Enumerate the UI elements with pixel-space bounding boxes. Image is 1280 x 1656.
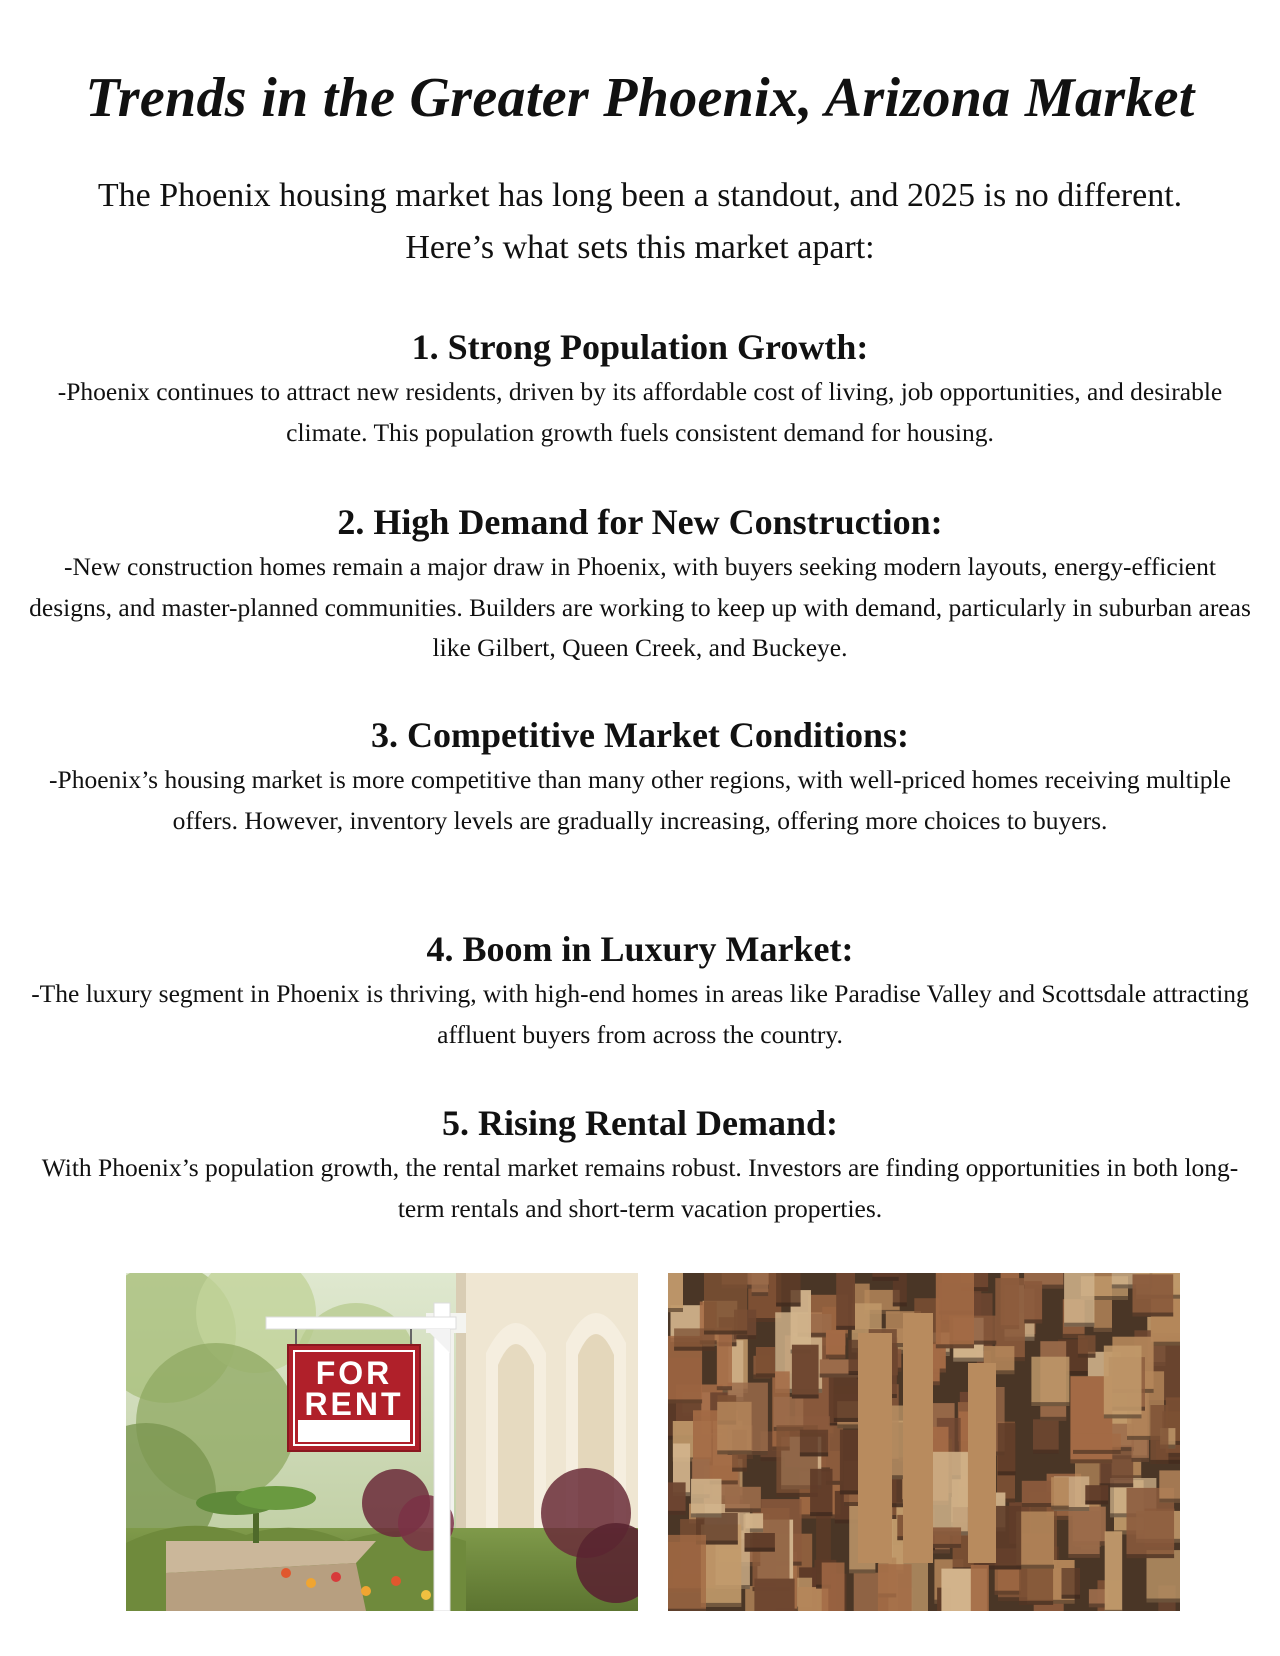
section-heading: 2. High Demand for New Construction: [337,502,943,542]
section-luxury-market [20,924,1260,1055]
section-new-construction [20,497,1260,669]
section-heading: 3. Competitive Market Conditions: [371,715,909,755]
section-body: -Phoenix’s housing market is more competitive than many other regions, with well-priced homes receiving multiple offers. However, inventory levels are gradually increasing, offering more choices to buyers. [49,765,1231,835]
sign-text-rent: RENT [304,1386,404,1422]
aerial-city-illustration [668,1273,1180,1611]
section-body: With Phoenix’s population growth, the rental market remains robust. Investors are finding opportunities in both long-term rentals and short-term vacation properties. [41,1153,1239,1223]
section-rental-demand [20,1098,1260,1229]
aerial-city-photo [668,1273,1180,1611]
section-heading: 5. Rising Rental Demand: [441,1103,839,1143]
section-competitive-market [20,710,1260,841]
section-body: -New construction homes remain a major draw in Phoenix, with buyers seeking modern layouts, energy-efficient designs, and master-planned communities. Builders are working to keep up with demand, particularly in suburban areas like Gilbert, Queen Creek, and Buckeye. [29,552,1251,662]
intro-paragraph: The Phoenix housing market has long been a standout, and 2025 is no different. Here’s what sets this market apart: [97,177,1183,266]
sign-text-for: FOR [315,1355,393,1391]
page-title: Trends in the Greater Phoenix, Arizona Market [85,67,1195,129]
for-rent-sign-photo [126,1273,638,1611]
section-heading: 1. Strong Population Growth: [411,327,869,367]
for-rent-sign-illustration [126,1273,638,1611]
section-body: -The luxury segment in Phoenix is thriving, with high-end homes in areas like Paradise Valley and Scottsdale attracting affluent buyers from across the country. [31,979,1249,1049]
section-population-growth [20,322,1260,453]
section-body: -Phoenix continues to attract new residents, driven by its affordable cost of living, job opportunities, and desirable climate. This population growth fuels consistent demand for housing. [57,377,1223,447]
section-heading: 4. Boom in Luxury Market: [426,929,854,969]
